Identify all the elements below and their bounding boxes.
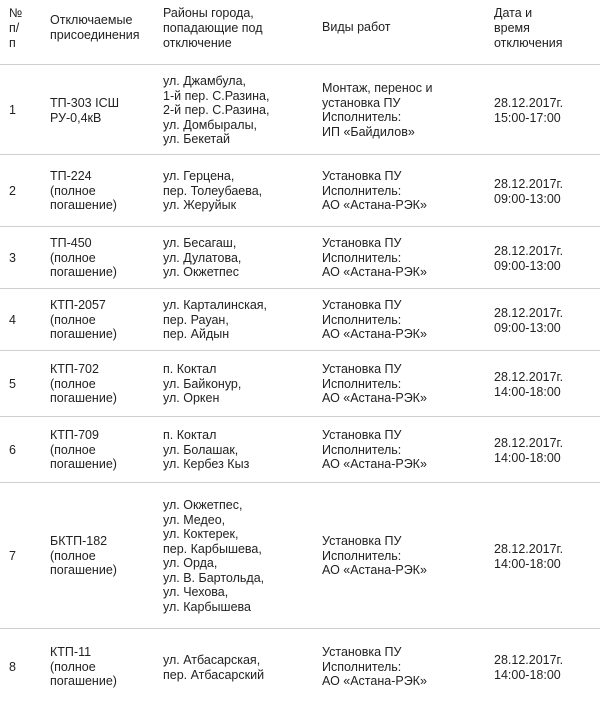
districts-cell-line: ул. Карталинская, bbox=[163, 298, 268, 312]
row-number-line: 6 bbox=[9, 443, 16, 457]
connection-cell bbox=[50, 645, 160, 689]
work-type-cell bbox=[322, 236, 482, 280]
work-type-cell-line: АО «Астана-РЭК» bbox=[322, 457, 427, 471]
header-number-line: п/ bbox=[9, 21, 20, 35]
date-time-cell bbox=[494, 653, 600, 682]
row-number bbox=[9, 377, 39, 392]
districts-cell bbox=[163, 169, 313, 213]
connection-cell-line: БКТП-182 bbox=[50, 534, 108, 548]
work-type-cell-line: ИП «Байдилов» bbox=[322, 124, 415, 139]
date-time-cell-line: 09:00-13:00 bbox=[494, 191, 561, 206]
header-date-time-line: отключения bbox=[494, 36, 563, 50]
connection-cell bbox=[50, 428, 160, 472]
connection-cell-line: погашение) bbox=[50, 327, 117, 341]
table-row bbox=[0, 288, 600, 351]
work-type-cell-line: Установка ПУ bbox=[322, 362, 402, 376]
row-number-line: 4 bbox=[9, 313, 16, 327]
header-number bbox=[9, 6, 39, 51]
work-type-cell-line: Установка ПУ bbox=[322, 534, 402, 548]
connection-cell bbox=[50, 169, 160, 213]
work-type-cell-line: Исполнитель: bbox=[322, 442, 402, 457]
work-type-cell-line: Установка ПУ bbox=[322, 236, 402, 250]
work-type-cell-line: Установка ПУ bbox=[322, 428, 402, 442]
row-number bbox=[9, 184, 39, 199]
districts-cell-line: ул. Дулатова, bbox=[163, 250, 242, 265]
header-number-line: № bbox=[9, 6, 23, 20]
districts-cell-line: ул. Жеруйык bbox=[163, 198, 237, 212]
row-number-line: 3 bbox=[9, 251, 16, 265]
header-number-line: п bbox=[9, 36, 16, 50]
connection-cell-line: погашение) bbox=[50, 674, 117, 688]
row-number bbox=[9, 549, 39, 564]
districts-cell-line: п. Коктал bbox=[163, 428, 217, 442]
connection-cell-line: (полное bbox=[50, 183, 96, 198]
date-time-cell-line: 28.12.2017г. bbox=[494, 96, 564, 110]
row-number bbox=[9, 313, 39, 328]
districts-cell-line: ул. Медео, bbox=[163, 512, 226, 527]
connection-cell-line: (полное bbox=[50, 250, 96, 265]
table-row bbox=[0, 482, 600, 629]
connection-cell-line: погашение) bbox=[50, 391, 117, 405]
connection-cell bbox=[50, 96, 160, 125]
districts-cell-line: ул. Атбасарская, bbox=[163, 653, 261, 667]
connection-cell-line: КТП-709 bbox=[50, 428, 99, 442]
work-type-cell-line: АО «Астана-РЭК» bbox=[322, 265, 427, 279]
work-type-cell bbox=[322, 428, 482, 472]
date-time-cell-line: 28.12.2017г. bbox=[494, 542, 564, 556]
work-type-cell bbox=[322, 169, 482, 213]
header-date-time-line: время bbox=[494, 21, 530, 35]
row-number-line: 8 bbox=[9, 660, 16, 674]
connection-cell-line: погашение) bbox=[50, 265, 117, 279]
districts-cell-line: ул. Окжетпес bbox=[163, 265, 240, 279]
districts-cell bbox=[163, 74, 313, 147]
districts-cell-line: ул. Бесагаш, bbox=[163, 236, 237, 250]
date-time-cell-line: 15:00-17:00 bbox=[494, 110, 561, 125]
districts-cell-line: пер. Толеубаева, bbox=[163, 183, 263, 198]
header-districts-line: отключение bbox=[163, 36, 232, 50]
date-time-cell-line: 14:00-18:00 bbox=[494, 556, 561, 571]
table-header bbox=[0, 0, 600, 62]
districts-cell-line: пер. Атбасарский bbox=[163, 667, 265, 682]
date-time-cell-line: 28.12.2017г. bbox=[494, 370, 564, 384]
districts-cell-line: ул. Байконур, bbox=[163, 376, 242, 391]
table-row bbox=[0, 64, 600, 155]
header-work-type-line: Виды работ bbox=[322, 20, 391, 34]
work-type-cell bbox=[322, 298, 482, 342]
date-time-cell bbox=[494, 542, 600, 571]
work-type-cell-line: АО «Астана-РЭК» bbox=[322, 674, 427, 688]
connection-cell-line: погашение) bbox=[50, 198, 117, 212]
header-work-type bbox=[322, 20, 482, 35]
date-time-cell-line: 09:00-13:00 bbox=[494, 320, 561, 335]
table-row bbox=[0, 154, 600, 227]
districts-cell-line: ул. Бекетай bbox=[163, 132, 231, 146]
districts-cell-line: ул. Домбыралы, bbox=[163, 117, 258, 132]
date-time-cell bbox=[494, 177, 600, 206]
districts-cell bbox=[163, 498, 313, 614]
work-type-cell-line: АО «Астана-РЭК» bbox=[322, 198, 427, 212]
header-date-time-line: Дата и bbox=[494, 6, 533, 20]
work-type-cell-line: Установка ПУ bbox=[322, 169, 402, 183]
header-districts bbox=[163, 6, 313, 51]
districts-cell-line: ул. Болашак, bbox=[163, 442, 239, 457]
work-type-cell-line: АО «Астана-РЭК» bbox=[322, 391, 427, 405]
header-districts-line: попадающие под bbox=[163, 21, 263, 35]
date-time-cell-line: 28.12.2017г. bbox=[494, 177, 564, 191]
work-type-cell-line: Установка ПУ bbox=[322, 298, 402, 312]
row-number-line: 5 bbox=[9, 377, 16, 391]
work-type-cell-line: Исполнитель: bbox=[322, 312, 402, 327]
date-time-cell-line: 28.12.2017г. bbox=[494, 244, 564, 258]
work-type-cell-line: Исполнитель: bbox=[322, 548, 402, 563]
header-connections-line: Отключаемые bbox=[50, 13, 133, 27]
districts-cell bbox=[163, 298, 313, 342]
districts-cell-line: 2-й пер. С.Разина, bbox=[163, 103, 270, 117]
connection-cell bbox=[50, 362, 160, 406]
date-time-cell-line: 28.12.2017г. bbox=[494, 653, 564, 667]
districts-cell bbox=[163, 653, 313, 682]
connection-cell bbox=[50, 534, 160, 578]
date-time-cell bbox=[494, 370, 600, 399]
connection-cell-line: РУ-0,4кВ bbox=[50, 110, 102, 125]
header-connections bbox=[50, 13, 160, 43]
row-number bbox=[9, 660, 39, 675]
connection-cell-line: (полное bbox=[50, 376, 96, 391]
table-row bbox=[0, 628, 600, 705]
connection-cell-line: ТП-450 bbox=[50, 236, 92, 250]
connection-cell-line: КТП-11 bbox=[50, 645, 92, 659]
districts-cell-line: ул. Оркен bbox=[163, 391, 220, 405]
connection-cell-line: погашение) bbox=[50, 563, 117, 577]
row-number-line: 7 bbox=[9, 549, 16, 563]
connection-cell bbox=[50, 298, 160, 342]
districts-cell-line: ул. Кербез Кыз bbox=[163, 457, 250, 471]
work-type-cell bbox=[322, 362, 482, 406]
work-type-cell-line: Исполнитель: bbox=[322, 376, 402, 391]
date-time-cell-line: 28.12.2017г. bbox=[494, 436, 564, 450]
table-row bbox=[0, 350, 600, 417]
row-number-line: 1 bbox=[9, 103, 16, 117]
districts-cell bbox=[163, 236, 313, 280]
date-time-cell bbox=[494, 436, 600, 465]
row-number-line: 2 bbox=[9, 184, 16, 198]
work-type-cell-line: АО «Астана-РЭК» bbox=[322, 327, 427, 341]
work-type-cell-line: установка ПУ bbox=[322, 95, 401, 110]
table-row bbox=[0, 416, 600, 483]
districts-cell-line: пер. Айдын bbox=[163, 327, 230, 341]
districts-cell-line: 1-й пер. С.Разина, bbox=[163, 88, 270, 103]
work-type-cell bbox=[322, 534, 482, 578]
districts-cell-line: ул. Джамбула, bbox=[163, 74, 247, 88]
districts-cell-line: пер. Карбышева, bbox=[163, 541, 262, 556]
connection-cell-line: погашение) bbox=[50, 457, 117, 471]
districts-cell-line: ул. Орда, bbox=[163, 556, 218, 570]
districts-cell-line: ул. В. Бартольда, bbox=[163, 570, 265, 585]
date-time-cell bbox=[494, 306, 600, 335]
connection-cell-line: (полное bbox=[50, 659, 96, 674]
work-type-cell-line: АО «Астана-РЭК» bbox=[322, 563, 427, 577]
connection-cell bbox=[50, 236, 160, 280]
connection-cell-line: КТП-702 bbox=[50, 362, 99, 376]
row-number bbox=[9, 251, 39, 266]
work-type-cell-line: Исполнитель: bbox=[322, 659, 402, 674]
date-time-cell bbox=[494, 244, 600, 273]
date-time-cell-line: 14:00-18:00 bbox=[494, 384, 561, 399]
work-type-cell bbox=[322, 645, 482, 689]
date-time-cell-line: 28.12.2017г. bbox=[494, 306, 564, 320]
work-type-cell-line: Установка ПУ bbox=[322, 645, 402, 659]
connection-cell-line: ТП-224 bbox=[50, 169, 92, 183]
header-connections-line: присоединения bbox=[50, 28, 140, 42]
districts-cell-line: ул. Герцена, bbox=[163, 169, 235, 183]
row-number bbox=[9, 103, 39, 118]
work-type-cell-line: Монтаж, перенос и bbox=[322, 81, 433, 95]
connection-cell-line: (полное bbox=[50, 312, 96, 327]
connection-cell-line: ТП-303 IСШ bbox=[50, 96, 120, 110]
connection-cell-line: (полное bbox=[50, 548, 96, 563]
districts-cell-line: пер. Рауан, bbox=[163, 312, 229, 327]
row-number bbox=[9, 443, 39, 458]
work-type-cell bbox=[322, 81, 482, 139]
table-row bbox=[0, 226, 600, 289]
districts-cell-line: ул. Чехова, bbox=[163, 585, 229, 599]
header-date-time bbox=[494, 6, 600, 51]
districts-cell bbox=[163, 428, 313, 472]
districts-cell-line: ул. Коктерек, bbox=[163, 527, 239, 541]
districts-cell bbox=[163, 362, 313, 406]
date-time-cell-line: 14:00-18:00 bbox=[494, 667, 561, 682]
districts-cell-line: п. Коктал bbox=[163, 362, 217, 376]
date-time-cell-line: 14:00-18:00 bbox=[494, 450, 561, 465]
connection-cell-line: КТП-2057 bbox=[50, 298, 106, 312]
work-type-cell-line: Исполнитель: bbox=[322, 183, 402, 198]
header-districts-line: Районы города, bbox=[163, 6, 254, 20]
work-type-cell-line: Исполнитель: bbox=[322, 250, 402, 265]
districts-cell-line: ул. Карбышева bbox=[163, 599, 251, 614]
districts-cell-line: ул. Окжетпес, bbox=[163, 498, 243, 512]
work-type-cell-line: Исполнитель: bbox=[322, 110, 402, 124]
connection-cell-line: (полное bbox=[50, 442, 96, 457]
date-time-cell-line: 09:00-13:00 bbox=[494, 258, 561, 273]
date-time-cell bbox=[494, 96, 600, 125]
